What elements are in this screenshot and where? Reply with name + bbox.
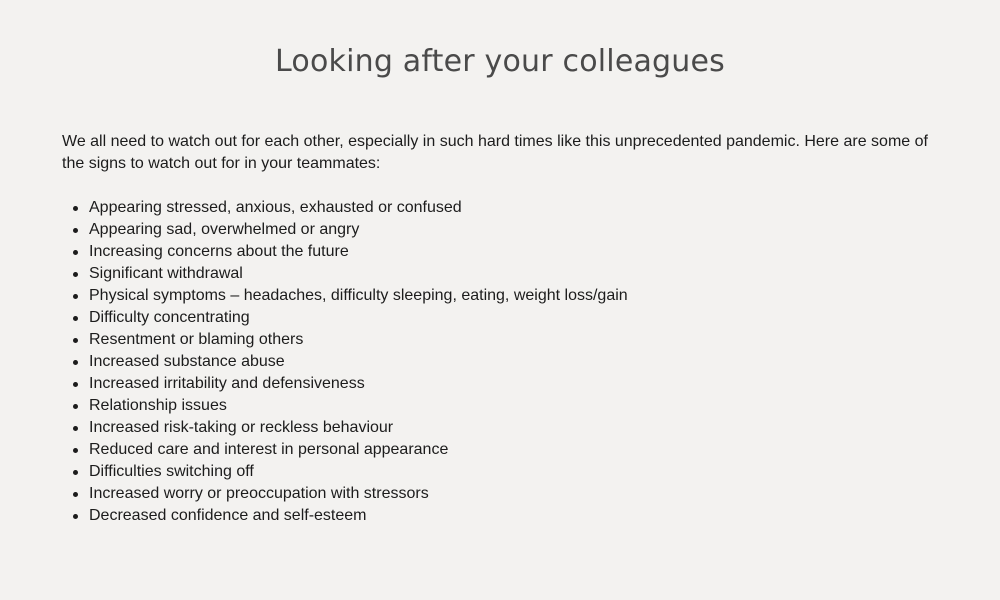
bullet-icon bbox=[73, 426, 78, 431]
list-item-text: Resentment or blaming others bbox=[89, 331, 304, 348]
list-item-text: Difficulty concentrating bbox=[89, 309, 250, 326]
list-item-text: Reduced care and interest in personal appearance bbox=[89, 441, 449, 458]
list-item bbox=[89, 241, 969, 263]
list-item-text: Appearing sad, overwhelmed or angry bbox=[89, 221, 360, 238]
bullet-icon bbox=[73, 338, 78, 343]
bullet-icon bbox=[73, 404, 78, 409]
page-title: Looking after your colleagues bbox=[275, 44, 725, 79]
list-item-text: Appearing stressed, anxious, exhausted or confused bbox=[89, 199, 462, 216]
list-item bbox=[89, 351, 969, 373]
list-item bbox=[89, 373, 969, 395]
bullet-icon bbox=[73, 360, 78, 365]
list-item bbox=[89, 307, 969, 329]
bullet-icon bbox=[73, 470, 78, 475]
bullet-icon bbox=[73, 448, 78, 453]
list-item bbox=[89, 417, 969, 439]
list-item bbox=[89, 461, 969, 483]
list-item bbox=[89, 395, 969, 417]
list-item bbox=[89, 439, 969, 461]
bullet-icon bbox=[73, 382, 78, 387]
list-item-text: Increased risk-taking or reckless behaviour bbox=[89, 419, 394, 436]
list-item bbox=[89, 197, 969, 219]
list-item-text: Relationship issues bbox=[89, 397, 227, 414]
bullet-icon bbox=[73, 228, 78, 233]
list-item bbox=[89, 219, 969, 241]
list-item-text: Physical symptoms – headaches, difficulty sleeping, eating, weight loss/gain bbox=[89, 287, 628, 304]
list-item-text: Significant withdrawal bbox=[89, 265, 243, 282]
bullet-icon bbox=[73, 272, 78, 277]
list-item bbox=[89, 505, 969, 527]
list-item bbox=[89, 329, 969, 351]
list-item-text: Increased irritability and defensiveness bbox=[89, 375, 365, 392]
bullet-icon bbox=[73, 250, 78, 255]
list-item bbox=[89, 263, 969, 285]
list-item-text: Decreased confidence and self-esteem bbox=[89, 507, 367, 524]
bullet-icon bbox=[73, 492, 78, 497]
bullet-icon bbox=[73, 514, 78, 519]
list-item bbox=[89, 285, 969, 307]
bullet-icon bbox=[73, 294, 78, 299]
bullet-icon bbox=[73, 316, 78, 321]
list-item bbox=[89, 483, 969, 505]
list-item-text: Increasing concerns about the future bbox=[89, 243, 349, 260]
signs-list bbox=[62, 197, 969, 527]
list-item-text: Difficulties switching off bbox=[89, 463, 254, 480]
list-item-text: Increased substance abuse bbox=[89, 353, 285, 370]
list-item-text: Increased worry or preoccupation with stressors bbox=[89, 485, 429, 502]
intro-paragraph: We all need to watch out for each other, especially in such hard times like this unprecedented pandemic. Here are some of the signs to watch out for in your teammates: bbox=[62, 133, 928, 172]
bullet-icon bbox=[73, 206, 78, 211]
